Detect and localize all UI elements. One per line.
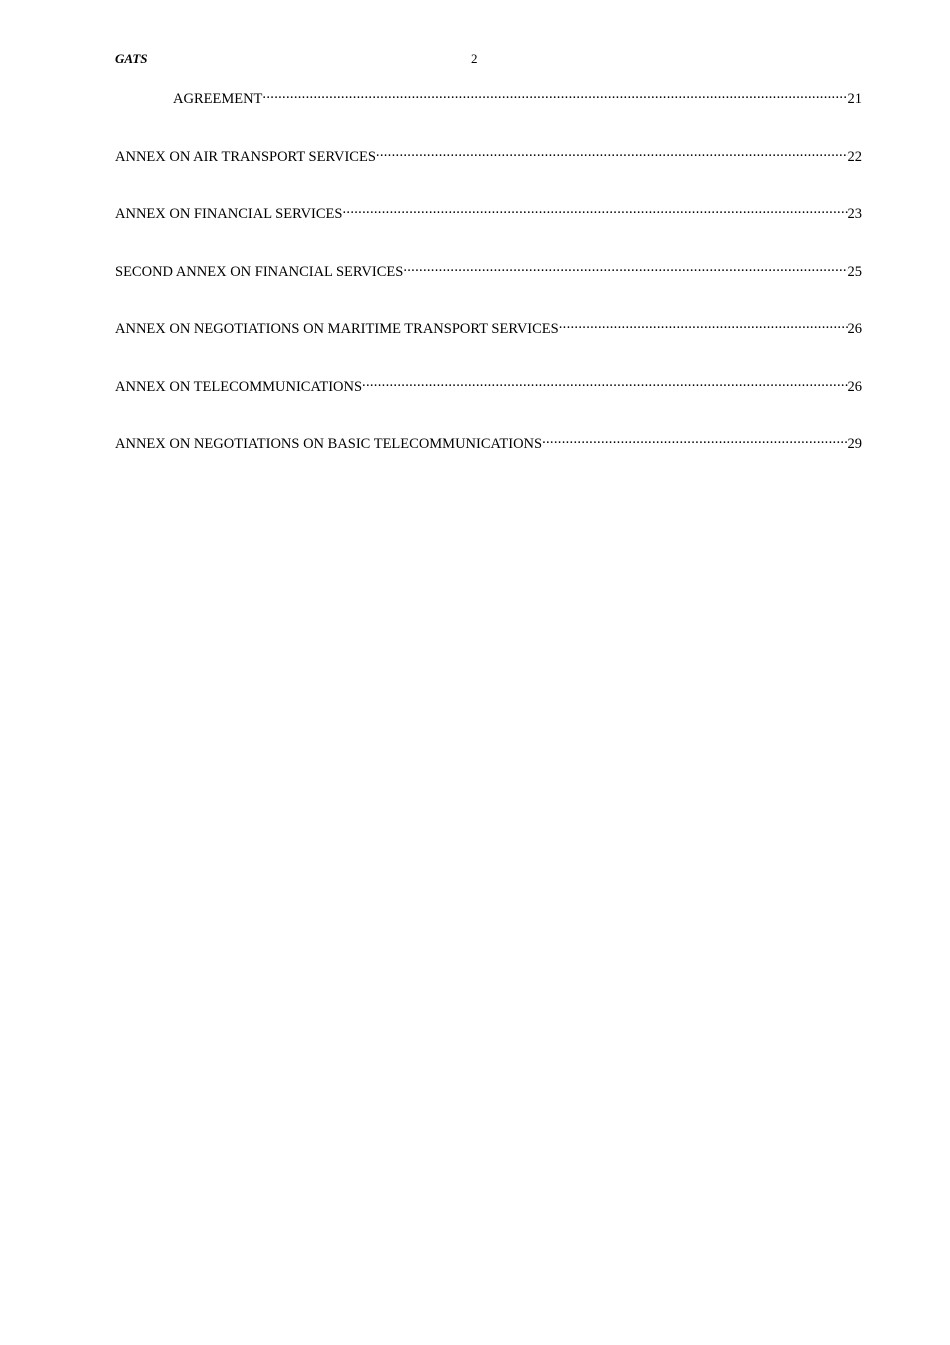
toc-entry-title: ANNEX ON NEGOTIATIONS ON MARITIME TRANSPORT SERVICES [115, 321, 559, 337]
table-of-contents [115, 85, 862, 488]
toc-dot-leader [362, 373, 847, 391]
toc-dot-leader [559, 315, 848, 333]
toc-dot-leader [403, 258, 847, 276]
toc-entry[interactable] [115, 85, 862, 143]
toc-entry-title: AGREEMENT [173, 91, 263, 107]
toc-entry-title: ANNEX ON AIR TRANSPORT SERVICES [115, 148, 376, 165]
toc-entry[interactable] [115, 200, 862, 258]
toc-dot-leader [376, 143, 848, 161]
toc-entry[interactable] [115, 143, 862, 201]
toc-entry-title: SECOND ANNEX ON FINANCIAL SERVICES [115, 263, 404, 280]
toc-entry-page: 23 [847, 206, 862, 222]
toc-dot-leader [542, 430, 847, 448]
toc-dot-leader [262, 85, 847, 103]
toc-entry[interactable] [115, 258, 862, 316]
toc-dot-leader [342, 200, 847, 218]
toc-entry[interactable] [115, 430, 862, 488]
toc-entry-page: 22 [847, 148, 862, 165]
toc-entry-title: ANNEX ON NEGOTIATIONS ON BASIC TELECOMMUNICATIONS [115, 436, 543, 452]
toc-entry-page: 25 [847, 263, 862, 280]
toc-entry-page: 21 [847, 91, 862, 107]
toc-entry-page: 26 [847, 321, 862, 337]
page-number: 2 [471, 51, 478, 66]
toc-entry-page: 29 [847, 436, 862, 452]
toc-entry-page: 26 [847, 378, 862, 395]
toc-entry[interactable] [115, 373, 862, 431]
toc-entry-title: ANNEX ON TELECOMMUNICATIONS [115, 378, 363, 395]
toc-entry[interactable] [115, 315, 862, 373]
toc-entry-title: ANNEX ON FINANCIAL SERVICES [115, 206, 343, 222]
running-header-title: GATS [115, 51, 148, 66]
